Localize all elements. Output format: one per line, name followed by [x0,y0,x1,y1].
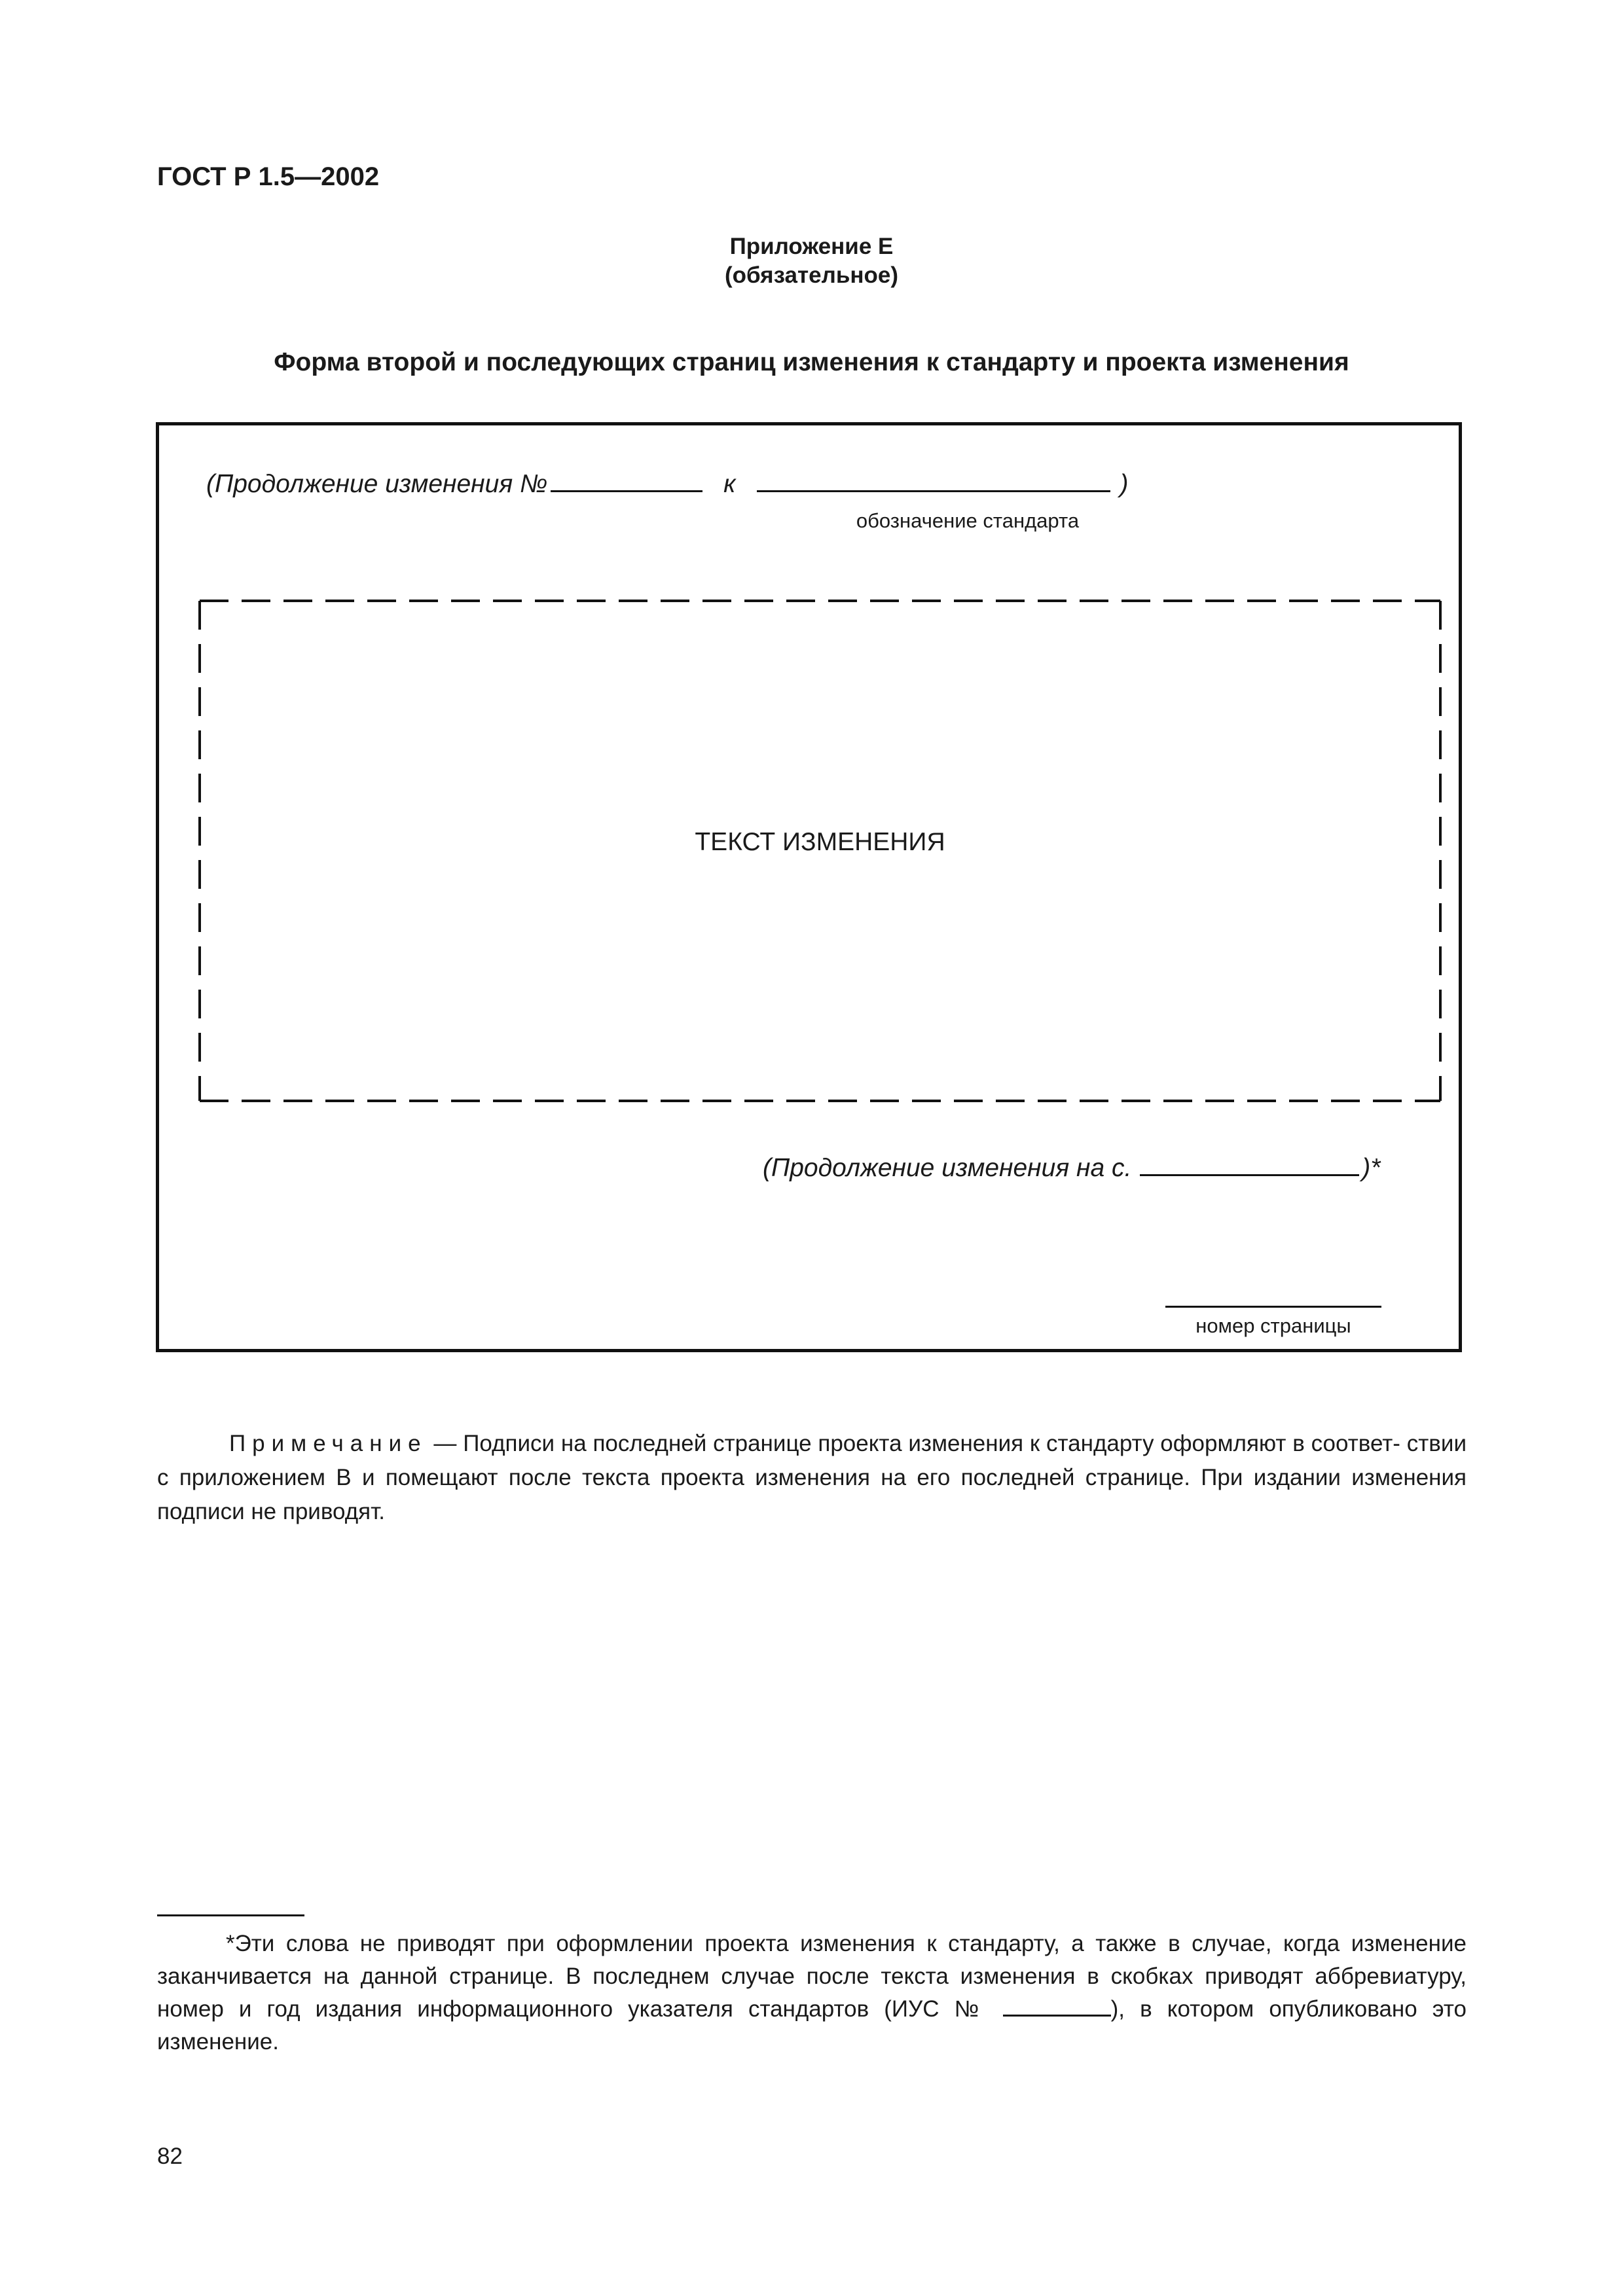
close-paren: ) [1120,470,1129,498]
footnote [157,1928,1467,2058]
note-text-line1: — Подписи на последней странице проекта изменения к стандарту оформляют в соответ- [427,1431,1400,1456]
k-word: к [723,470,736,498]
appendix-title: Приложение Е [729,234,894,259]
appendix-status: (обязательное) [724,262,898,288]
page-number-caption: номер страницы [1195,1314,1351,1337]
ius-number-blank [1003,1995,1111,2017]
footnote-text-part2: ), в котором опубликовано это изменение. [157,1996,1467,2054]
note-text-rest: ствии с приложением В и помещают после текста проекта изменения на его последней странице. При издании изменения подписи не приводят. [157,1431,1467,1524]
note [157,1427,1467,1529]
continuation-prefix: (Продолжение изменения № [206,470,548,498]
standard-designation-caption: обозначение стандарта [856,509,1080,532]
page-number-blank [1140,1152,1359,1176]
standard-designation-blank [757,468,1110,492]
standard-code: ГОСТ Р 1.5—2002 [157,162,380,191]
continuation-header [206,468,1128,499]
footnote-rule [157,1914,304,1916]
form-title: Форма второй и последующих страниц изменения к стандарту и проекта изменения [274,348,1349,376]
continued-on-suffix: )* [1362,1154,1381,1182]
footnote-text-part1: *Эти слова не приводят при оформлении проекта изменения к стандарту, а также в случае, когда изменение заканчивается на данной странице. В последнем случае после текста изменения в скобках приводят аббревиатуру, номер и год издания информационного указателя стандартов (ИУС № [157,1931,1467,2022]
change-number-blank [551,468,702,492]
note-label: Примечание [229,1431,428,1456]
page-number-underline [1165,1306,1381,1308]
page-number: 82 [157,2144,183,2169]
continued-on-line [763,1152,1380,1183]
change-text-label: ТЕКСТ ИЗМЕНЕНИЯ [695,828,945,856]
continued-on-prefix: (Продолжение изменения на с. [763,1154,1132,1182]
